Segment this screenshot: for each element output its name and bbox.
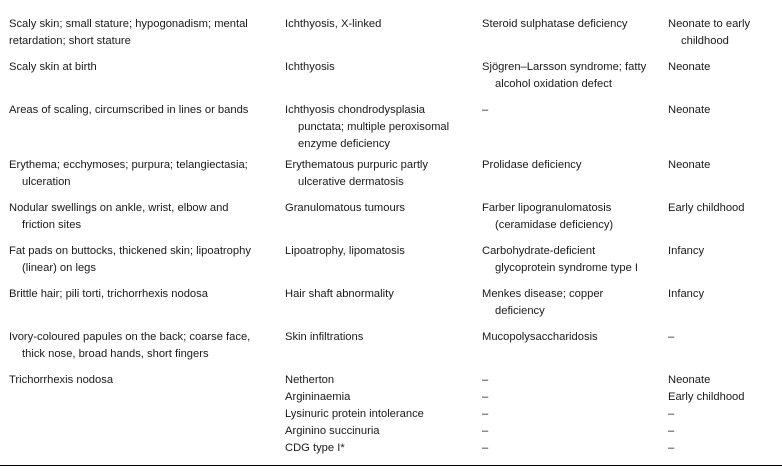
onset-cell	[668, 102, 710, 119]
lesion-line: Arginino succinuria	[285, 425, 380, 437]
lesion-line: punctata; multiple peroxisomal	[298, 121, 450, 133]
lesion-line: Lipoatrophy, lipomatosis	[285, 245, 405, 257]
finding-line: Nodular swellings on ankle, wrist, elbow and	[9, 202, 229, 214]
disorder-cell	[482, 243, 638, 277]
lesion-cell	[285, 389, 350, 406]
finding-cell	[9, 286, 208, 303]
finding-line: Fat pads on buttocks, thickened skin; lipoatrophy	[9, 245, 251, 257]
lesion-cell	[285, 406, 424, 423]
finding-cell	[9, 16, 248, 50]
finding-line: ulceration	[22, 176, 71, 188]
onset-line: Early childhood	[668, 202, 745, 214]
onset-line: Neonate	[668, 61, 711, 73]
lesion-line: Ichthyosis	[285, 61, 335, 73]
lesion-line: ulcerative dermatosis	[298, 176, 404, 188]
lesion-line: CDG type I*	[285, 442, 345, 454]
disorder-line: Sjögren–Larsson syndrome; fatty	[482, 61, 647, 73]
disorder-cell	[482, 59, 646, 93]
lesion-cell	[285, 157, 428, 191]
finding-line: Areas of scaling, circumscribed in lines or bands	[9, 104, 249, 116]
lesion-cell	[285, 102, 449, 153]
finding-cell	[9, 200, 229, 234]
disorder-cell	[482, 102, 488, 119]
onset-line: Neonate to early	[668, 18, 751, 30]
disorder-line: –	[482, 374, 489, 386]
finding-cell	[9, 157, 248, 191]
finding-line: Brittle hair; pili torti, trichorrhexis nodosa	[9, 288, 208, 300]
onset-cell	[668, 243, 704, 260]
lesion-line: Granulomatous tumours	[285, 202, 406, 214]
lesion-line: Netherton	[285, 374, 335, 386]
table-bottom-rule	[0, 465, 782, 466]
onset-cell	[668, 59, 710, 76]
lesion-cell	[285, 372, 334, 389]
onset-cell	[668, 440, 674, 457]
lesion-cell	[285, 16, 381, 33]
onset-cell	[668, 16, 750, 50]
lesion-cell	[285, 59, 335, 76]
disorder-line: Mucopolysaccharidosis	[482, 331, 598, 343]
finding-line: friction sites	[22, 219, 82, 231]
disorder-line: Steroid sulphatase deficiency	[482, 18, 628, 30]
disorder-cell	[482, 16, 628, 33]
finding-line: (linear) on legs	[22, 262, 96, 274]
disorder-cell	[482, 440, 488, 457]
onset-line: Infancy	[668, 245, 705, 257]
disorder-line: –	[482, 408, 489, 420]
disorder-line: Prolidase deficiency	[482, 159, 582, 171]
disorder-line: Menkes disease; copper	[482, 288, 604, 300]
onset-cell	[668, 423, 674, 440]
disorder-line: alcohol oxidation defect	[495, 78, 612, 90]
disorder-cell	[482, 406, 488, 423]
finding-line: Trichorrhexis nodosa	[9, 374, 114, 386]
onset-cell	[668, 157, 710, 174]
finding-cell	[9, 102, 248, 119]
disorder-line: (ceramidase deficiency)	[495, 219, 614, 231]
disorder-line: Farber lipogranulomatosis	[482, 202, 612, 214]
onset-line: Infancy	[668, 288, 705, 300]
lesion-line: Hair shaft abnormality	[285, 288, 394, 300]
disorder-line: –	[482, 425, 489, 437]
finding-cell	[9, 59, 97, 76]
onset-cell	[668, 329, 674, 346]
disorder-line: –	[482, 104, 489, 116]
onset-line: Neonate	[668, 104, 711, 116]
onset-line: –	[668, 425, 675, 437]
disorder-cell	[482, 157, 582, 174]
lesion-cell	[285, 440, 345, 457]
lesion-line: enzyme deficiency	[298, 138, 391, 150]
disorder-cell	[482, 200, 613, 234]
lesion-line: Argininaemia	[285, 391, 351, 403]
onset-line: Neonate	[668, 159, 711, 171]
lesion-line: Ichthyosis, X-linked	[285, 18, 382, 30]
finding-cell	[9, 372, 113, 389]
finding-line: Ivory-coloured papules on the back; coarse face,	[9, 331, 251, 343]
disorder-line: –	[482, 391, 489, 403]
onset-cell	[668, 372, 710, 389]
finding-line: Erythema; ecchymoses; purpura; telangiectasia;	[9, 159, 248, 171]
finding-line: retardation; short stature	[9, 35, 131, 47]
onset-line: –	[668, 442, 675, 454]
finding-cell	[9, 329, 250, 363]
lesion-cell	[285, 243, 405, 260]
onset-line: Neonate	[668, 374, 711, 386]
disorder-cell	[482, 423, 488, 440]
finding-line: Scaly skin; small stature; hypogonadism; mental	[9, 18, 248, 30]
disorder-line: glycoprotein syndrome type I	[495, 262, 639, 274]
disorder-cell	[482, 372, 488, 389]
lesion-line: Skin infiltrations	[285, 331, 364, 343]
lesion-line: Erythematous purpuric partly	[285, 159, 429, 171]
onset-cell	[668, 389, 745, 406]
onset-line: –	[668, 408, 675, 420]
onset-line: childhood	[681, 35, 729, 47]
finding-line: thick nose, broad hands, short fingers	[22, 348, 209, 360]
lesion-line: Lysinuric protein intolerance	[285, 408, 424, 420]
onset-line: Early childhood	[668, 391, 745, 403]
onset-cell	[668, 406, 674, 423]
disorder-line: Carbohydrate-deficient	[482, 245, 596, 257]
lesion-cell	[285, 329, 363, 346]
disorder-line: –	[482, 442, 489, 454]
onset-cell	[668, 286, 704, 303]
lesion-cell	[285, 423, 380, 440]
disorder-cell	[482, 389, 488, 406]
finding-line: Scaly skin at birth	[9, 61, 97, 73]
disorder-cell	[482, 286, 603, 320]
finding-cell	[9, 243, 251, 277]
lesion-cell	[285, 200, 405, 217]
onset-cell	[668, 200, 745, 217]
disorder-cell	[482, 329, 598, 346]
disorder-line: deficiency	[495, 305, 545, 317]
lesion-line: Ichthyosis chondrodysplasia	[285, 104, 425, 116]
lesion-cell	[285, 286, 394, 303]
onset-line: –	[668, 331, 675, 343]
